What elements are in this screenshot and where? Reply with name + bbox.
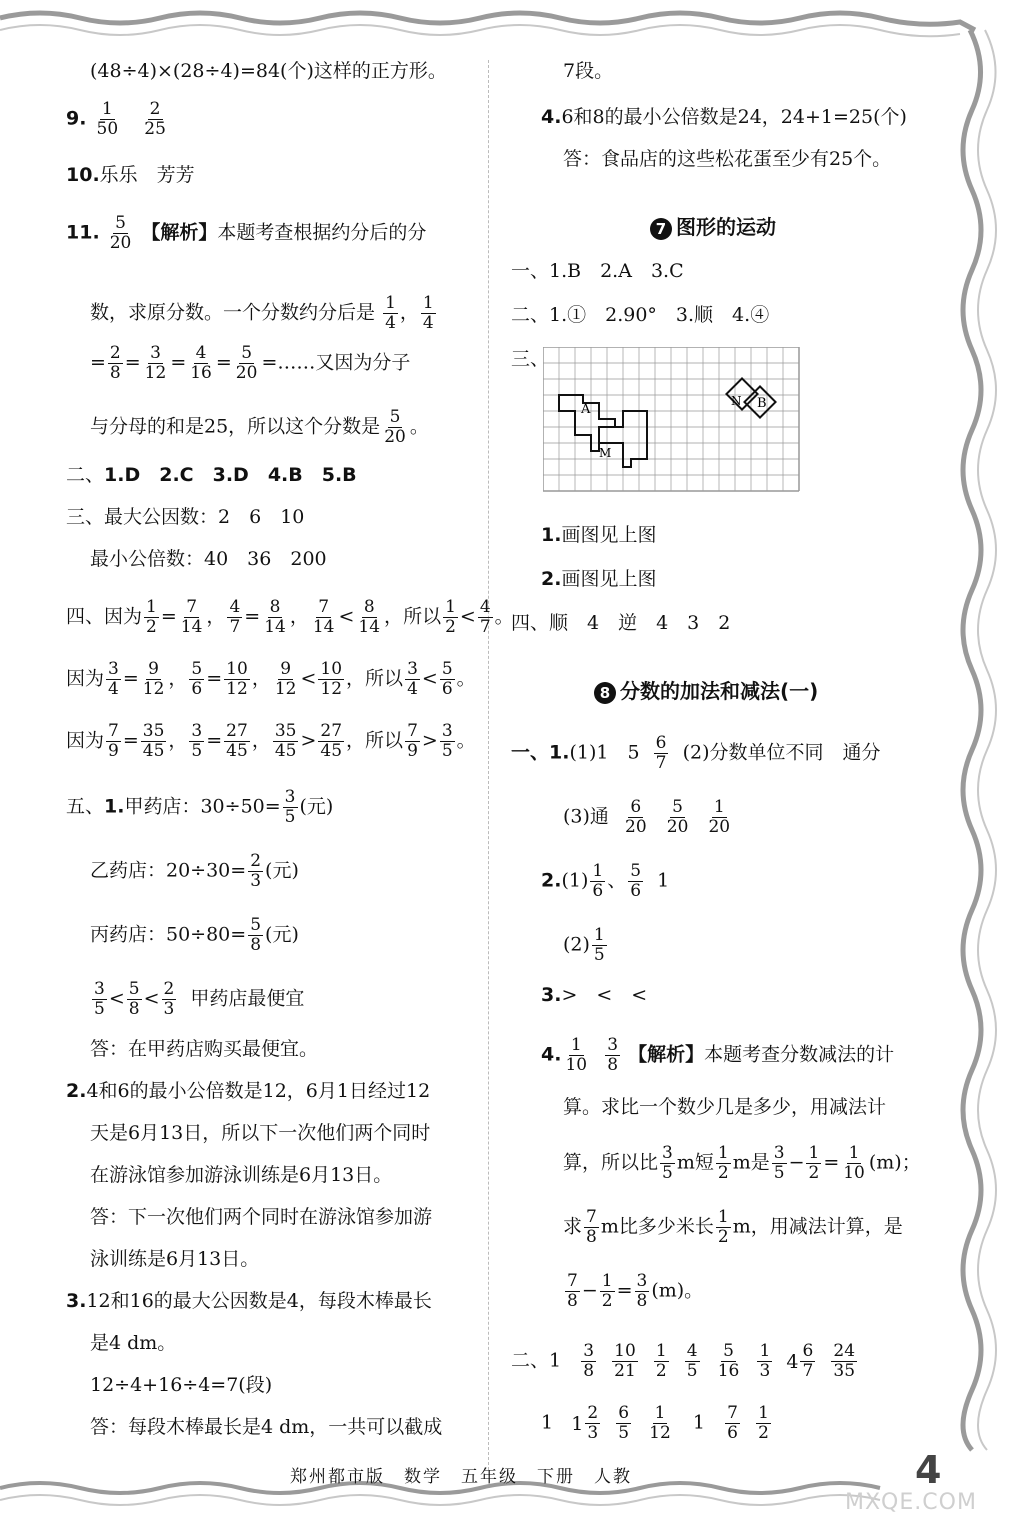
- sec7-draw-2: [541, 566, 656, 592]
- fraction: $\frac{10}{21}$: [614, 1341, 636, 1381]
- section-8-title: [594, 678, 818, 704]
- fraction: $\frac{1}{4}$: [385, 293, 396, 333]
- section-4-line-1: 四、因为 $\frac{1}{2}$ = $\frac{7}{14}$ ， $\frac{4}{7}$ = $\frac{8}{14}$ ， $\frac{7}{14}$ < $\frac{8}{14}$ ，所以 $\frac{1}{2}$ < $\frac{4}{7}$ 。: [66, 597, 514, 637]
- fraction: $\frac{5}{20}$: [235, 343, 258, 383]
- s5-q2-line-2: 天是6月13日，所以下一次他们两个同时: [90, 1122, 431, 1144]
- watermark: MXQE.COM: [845, 1490, 977, 1515]
- r-q4-text-a: 6和8的最小公倍数是24，24+1=25(个): [561, 106, 907, 128]
- r-q4-line-2: 答：食品店的这些松花蛋至少有25个。: [563, 148, 892, 170]
- so-word: 所以: [365, 667, 404, 690]
- answer-one: 1: [541, 1411, 554, 1434]
- s5-q2-number: 2.: [66, 1080, 87, 1102]
- jia-store: 甲药店：30÷50=: [124, 795, 281, 818]
- sec8-part-2-line-2: [541, 1404, 773, 1443]
- fraction: $\frac{1}{2}$: [655, 1341, 667, 1381]
- mixed-number: [571, 1404, 602, 1443]
- whole-part: 4: [786, 1350, 799, 1373]
- sec8-q2-line-1: 2.(1) $\frac{1}{6}$ 、 $\frac{5}{6}$ 1: [541, 861, 670, 901]
- fraction: $\frac{5}{20}$: [384, 407, 406, 447]
- fraction: $\frac{35}{45}$: [142, 721, 165, 761]
- bing-store: 丙药店：50÷80=: [90, 923, 247, 946]
- sec8-q1-b: (2)分数单位不同 通分: [682, 741, 881, 764]
- because-word: 因为: [66, 667, 105, 690]
- fraction: $\frac{5}{8}$: [128, 979, 140, 1019]
- fraction: $\frac{3}{5}$: [191, 721, 203, 761]
- fraction: $\frac{3}{8}$: [607, 1035, 619, 1075]
- fraction: $\frac{4}{16}$: [190, 343, 212, 383]
- draw-2-text: 画图见上图: [561, 568, 657, 590]
- fraction: $\frac{3}{12}$: [144, 343, 167, 383]
- so-word: 所以: [403, 605, 442, 628]
- fraction: $\frac{2}{3}$: [250, 851, 262, 891]
- sec8-q1-number: 一、1.: [511, 741, 570, 764]
- fraction: $\frac{4}{7}$: [229, 597, 241, 637]
- section-2-text: 1.D 2.C 3.D 4.B 5.B: [104, 464, 357, 486]
- r-q4-number: 4.: [541, 106, 562, 128]
- fraction: $\frac{7}{14}$: [180, 597, 203, 637]
- whole-part: 1: [571, 1412, 584, 1435]
- sec8-q2-a2: 1: [657, 869, 670, 892]
- section-8-title-text: 分数的加法和减法(一): [620, 679, 819, 703]
- fraction: $\frac{7}{9}$: [108, 721, 119, 761]
- sec8-q3-number: 3.: [541, 984, 562, 1006]
- fraction: $\frac{7}{14}$: [312, 597, 335, 637]
- sec8-q2-a: (1): [561, 869, 589, 892]
- fraction: $\frac{1}{2}$: [758, 1403, 769, 1443]
- label-n: N: [731, 394, 742, 408]
- s5-answer-1: 答：在甲药店购买最便宜。: [90, 1038, 319, 1060]
- fraction: $\frac{5}{6}$: [630, 861, 642, 901]
- fraction: $\frac{7}{8}$: [586, 1207, 597, 1247]
- q11-text-b: 数，求原分数。一个分数约分后是: [90, 301, 376, 324]
- fraction: $\frac{27}{45}$: [320, 721, 343, 761]
- sec8-q4-c3: m是: [732, 1151, 770, 1174]
- s5-q3-line-3: 12÷4+16÷4=7(段): [90, 1374, 273, 1396]
- right-line-1: 7段。: [563, 60, 614, 82]
- sec8-q3: [541, 982, 647, 1008]
- sec8-q4-d2: m比多少米长: [600, 1215, 714, 1238]
- lcm-answers: 最小公倍数：40 36 200: [90, 548, 327, 570]
- cheapest-text: 甲药店最便宜: [190, 987, 305, 1010]
- r-q4-line-1: [541, 104, 907, 130]
- sec7-draw-1: [541, 522, 656, 548]
- fraction: $\frac{5}{6}$: [191, 659, 203, 699]
- fraction: $\frac{2}{25}$: [144, 99, 166, 139]
- draw-1-text: 画图见上图: [561, 524, 657, 546]
- fraction: $\frac{3}{4}$: [407, 659, 418, 699]
- transformation-grid: [543, 347, 803, 507]
- s5-q1-number: 1.: [104, 795, 125, 818]
- fraction: $\frac{1}{50}$: [96, 99, 119, 139]
- fraction: $\frac{35}{45}$: [274, 721, 297, 761]
- fraction: $\frac{9}{12}$: [274, 659, 297, 699]
- q11-line-1: [66, 214, 426, 253]
- footer-text: 郑州都市版 数学 五年级 下册 人教: [290, 1467, 632, 1487]
- sec7-part-4: 四、顺 4 逆 4 3 2: [511, 612, 731, 634]
- sec8-q4-line-5: $\frac{7}{8}$ − $\frac{1}{2}$ = $\frac{3}{8}$ (m)。: [567, 1271, 704, 1311]
- sec7-part-2: 二、1.① 2.90° 3.顺 4.④: [511, 304, 770, 326]
- fraction: $\frac{1}{10}$: [843, 1143, 865, 1183]
- s5-q2-line-1: [66, 1078, 430, 1104]
- section-7-title: [650, 214, 776, 240]
- fraction: $\frac{3}{5}$: [441, 721, 453, 761]
- answer-one: 1: [692, 1411, 706, 1434]
- section-5-label: 五、: [66, 795, 105, 818]
- fraction: $\frac{8}{14}$: [358, 597, 381, 637]
- section-5-line-3: [90, 916, 299, 955]
- fraction: $\frac{1}{3}$: [759, 1341, 771, 1381]
- s5-q2-text-a: 4和6的最小公倍数是12，6月1日经过12: [86, 1080, 431, 1102]
- sec8-q4-line-1: [541, 1036, 894, 1075]
- q10-text: 乐乐 芳芳: [99, 164, 195, 186]
- fraction: $\frac{8}{14}$: [264, 597, 286, 637]
- fraction: $\frac{6}{7}$: [655, 733, 667, 773]
- s5-q3-line-1: [66, 1288, 432, 1314]
- q11-line-3: = $\frac{2}{8}$ = $\frac{3}{12}$ = $\frac{4}{16}$ = $\frac{5}{20}$ =……又因为分子: [90, 343, 411, 383]
- section-4-line-2: 因为 $\frac{3}{4}$ = $\frac{9}{12}$ ， $\frac{5}{6}$ = $\frac{10}{12}$ ， $\frac{9}{12}$ < $\frac{10}{12}$ ，所以 $\frac{3}{4}$ < $\frac{5}{6}$ 。: [66, 659, 476, 699]
- sec8-q1-line-2: [563, 798, 734, 837]
- fraction: $\frac{5}{20}$: [109, 213, 132, 253]
- fraction: $\frac{5}{8}$: [250, 915, 262, 955]
- fraction: $\frac{3}{5}$: [284, 787, 296, 827]
- sec8-q3-text: > < <: [561, 984, 648, 1006]
- section-5-line-4: $\frac{3}{5}$ < $\frac{5}{8}$ < $\frac{2}{3}$ 甲药店最便宜: [94, 979, 305, 1019]
- sec8-q4-line-2: 算。求比一个数少几是多少，用减法计: [563, 1096, 887, 1118]
- sec8-q4-d3: m，用减法计算，是: [732, 1215, 903, 1238]
- so-word: 所以: [365, 729, 404, 752]
- fraction: $\frac{7}{6}$: [727, 1403, 738, 1443]
- q9-number: 9.: [66, 107, 87, 130]
- sec8-q1-c: (3)通: [563, 805, 609, 828]
- sec8-q4-c2: m短: [676, 1151, 714, 1174]
- label-b: B: [757, 396, 767, 411]
- fraction: $\frac{1}{4}$: [422, 293, 434, 333]
- fraction: $\frac{1}{2}$: [146, 597, 157, 637]
- sec7-part-1: 一、1.B 2.A 3.C: [511, 260, 684, 282]
- fraction: $\frac{2}{3}$: [587, 1403, 599, 1443]
- fraction: $\frac{27}{45}$: [226, 721, 248, 761]
- sec8-q2-number: 2.: [541, 869, 562, 892]
- left-line-1: (48÷4)×(28÷4)=84(个)这样的正方形。: [90, 60, 447, 82]
- section-3-line-1: [66, 504, 304, 530]
- section-4-line-3: 因为 $\frac{7}{9}$ = $\frac{35}{45}$ ， $\frac{3}{5}$ = $\frac{27}{45}$ ， $\frac{35}{45}$ > $\frac{27}{45}$ ，所以 $\frac{7}{9}$ > $\frac{3}{5}$ 。: [66, 721, 476, 761]
- fraction: $\frac{10}{12}$: [320, 659, 343, 699]
- fraction: $\frac{24}{35}$: [833, 1341, 856, 1381]
- fraction: $\frac{1}{10}$: [565, 1035, 588, 1075]
- fraction: $\frac{1}{5}$: [593, 925, 605, 965]
- sec8-part-2-label: 二、1: [511, 1349, 562, 1372]
- label-a: A: [581, 402, 591, 417]
- sec8-q4-e: (m)。: [651, 1279, 704, 1302]
- s5-q2-line-4: 答：下一次他们两个同时在游泳馆参加游: [90, 1206, 433, 1228]
- draw-2-number: 2.: [541, 568, 562, 590]
- q11-line-4: 与分母的和是25，所以这个分数是 $\frac{5}{20}$ 。: [90, 407, 429, 447]
- s5-q3-text-a: 12和16的最大公因数是4，每段木棒最长: [86, 1290, 432, 1312]
- s5-q2-line-5: 泳训练是6月13日。: [90, 1248, 260, 1270]
- fraction: $\frac{7}{9}$: [407, 721, 418, 761]
- s5-q3-line-4: 答：每段木棒最长是4 dm，一共可以截成: [90, 1416, 443, 1438]
- fraction: $\frac{1}{2}$: [808, 1143, 820, 1183]
- analysis-tag: 【解析】: [141, 221, 218, 244]
- section-5-line-2: [90, 852, 299, 891]
- fraction: $\frac{3}{8}$: [636, 1271, 648, 1311]
- label-m: M: [599, 446, 612, 460]
- q11-line-2: 数，求原分数。一个分数约分后是 $\frac{1}{4}$ ， $\frac{1}{4}$: [90, 293, 434, 333]
- section-7-badge: 7: [650, 218, 672, 240]
- fraction: $\frac{6}{5}$: [618, 1403, 630, 1443]
- fraction: $\frac{2}{8}$: [109, 343, 121, 383]
- fraction: $\frac{7}{8}$: [567, 1271, 578, 1311]
- sec7-part-3-label: 三、: [511, 348, 550, 370]
- grid-lines: [543, 347, 799, 491]
- because-word: 因为: [104, 605, 143, 628]
- yuan-unit: (元): [265, 859, 299, 882]
- q11-text-c: ……又因为分子: [277, 351, 411, 374]
- fraction: $\frac{3}{8}$: [583, 1341, 595, 1381]
- fraction: $\frac{5}{16}$: [717, 1341, 740, 1381]
- q11-text-a: 本题考查根据约分后的分: [217, 221, 427, 244]
- q11-number: 11.: [66, 221, 100, 244]
- sec8-q1-line-1: [511, 734, 880, 773]
- q10-answer: [66, 162, 195, 188]
- fraction: $\frac{2}{3}$: [163, 979, 175, 1019]
- sec8-q4-number: 4.: [541, 1043, 562, 1066]
- sec8-part-2-line-1: [511, 1342, 859, 1381]
- section-7-title-text: 图形的运动: [676, 215, 776, 239]
- section-5-line-1: [66, 788, 333, 827]
- fraction: $\frac{3}{4}$: [108, 659, 119, 699]
- fraction: $\frac{1}{2}$: [445, 597, 456, 637]
- sec8-q4-c1: 算，所以比: [563, 1151, 659, 1174]
- section-8-badge: 8: [594, 682, 616, 704]
- yuan-unit: (元): [265, 923, 299, 946]
- yi-store: 乙药店：20÷30=: [90, 859, 247, 882]
- section-2-answers: [66, 462, 357, 488]
- fraction: $\frac{1}{2}$: [601, 1271, 613, 1311]
- fraction: $\frac{3}{5}$: [773, 1143, 785, 1183]
- fraction: $\frac{1}{6}$: [592, 861, 604, 901]
- sec8-q4-line-3: 算，所以比 $\frac{3}{5}$ m短 $\frac{1}{2}$ m是 $\frac{3}{5}$ − $\frac{1}{2}$ = $\frac{1}{10}$ (m)；: [563, 1143, 921, 1183]
- q9-answer: [66, 100, 170, 139]
- sec8-q1-a: (1)1 5: [569, 741, 640, 764]
- s5-q3-line-2: 是4 dm。: [90, 1332, 177, 1354]
- fraction: $\frac{9}{12}$: [142, 659, 165, 699]
- draw-1-number: 1.: [541, 524, 562, 546]
- fraction: $\frac{3}{5}$: [662, 1143, 673, 1183]
- fraction: $\frac{5}{6}$: [441, 659, 453, 699]
- sec8-q4-line-4: [563, 1208, 903, 1247]
- fraction: $\frac{1}{2}$: [717, 1143, 729, 1183]
- s5-q2-line-3: 在游泳馆参加游泳训练是6月13日。: [90, 1164, 393, 1186]
- fraction: $\frac{1}{12}$: [649, 1403, 671, 1443]
- section-4-label: 四、: [66, 605, 105, 628]
- s5-q3-number: 3.: [66, 1290, 87, 1312]
- fraction: $\frac{10}{12}$: [226, 659, 248, 699]
- q11-text-d: 与分母的和是25，所以这个分数是: [90, 415, 381, 438]
- sec8-q4-a: 本题考查分数减法的计: [704, 1043, 895, 1066]
- sec8-q4-c4: (m)；: [868, 1151, 921, 1174]
- because-word: 因为: [66, 729, 105, 752]
- sec8-q4-d1: 求: [563, 1215, 583, 1238]
- fraction: $\frac{6}{7}$: [802, 1341, 814, 1381]
- section-2-label: 二、: [66, 464, 105, 486]
- fraction: $\frac{4}{7}$: [479, 597, 491, 637]
- sec8-q2-b: (2): [563, 933, 590, 956]
- sec8-q2-line-2: [563, 926, 609, 965]
- fraction: $\frac{1}{20}$: [708, 797, 731, 837]
- fraction: $\frac{5}{20}$: [666, 797, 689, 837]
- mixed-number: [786, 1342, 817, 1381]
- gcd-answers: 最大公因数：2 6 10: [104, 506, 305, 528]
- fraction: $\frac{4}{5}$: [686, 1341, 698, 1381]
- page-number: 4: [915, 1448, 942, 1492]
- analysis-tag: 【解析】: [628, 1043, 705, 1066]
- section-3-label: 三、: [66, 506, 105, 528]
- q10-number: 10.: [66, 164, 100, 186]
- fraction: $\frac{6}{20}$: [625, 797, 647, 837]
- yuan-unit: (元): [299, 795, 334, 818]
- fraction: $\frac{3}{5}$: [94, 979, 105, 1019]
- fraction: $\frac{1}{2}$: [717, 1207, 729, 1247]
- column-divider: [488, 60, 489, 1470]
